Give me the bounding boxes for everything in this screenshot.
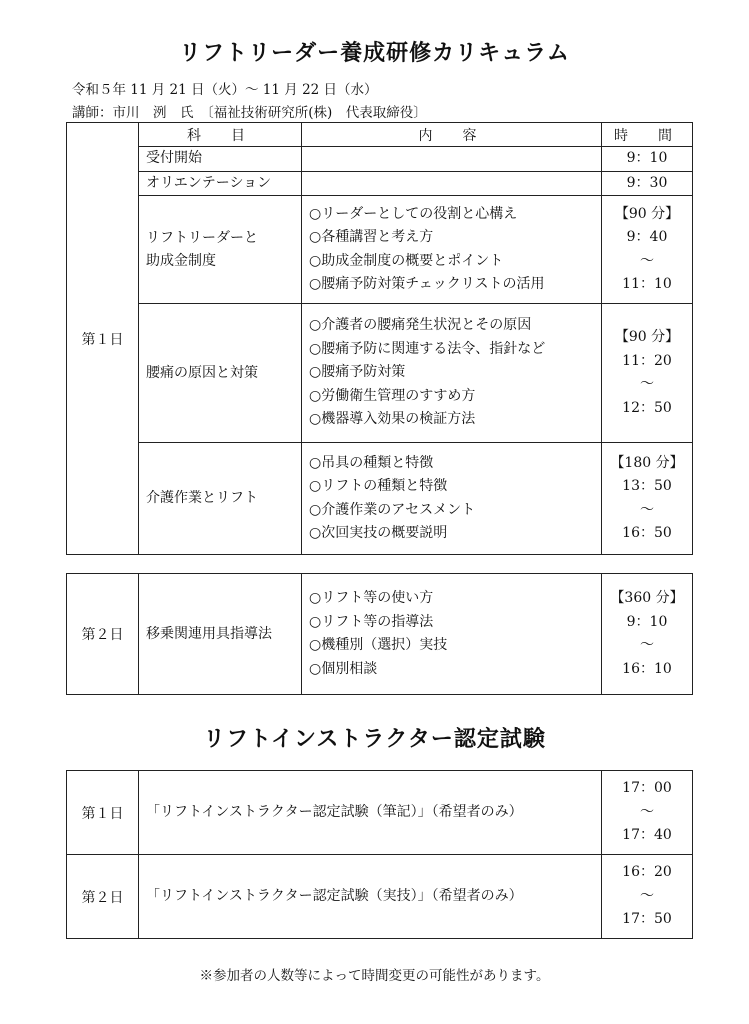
exam-description: 「リフトインストラクター認定試験（筆記）」（希望者のみ）	[139, 771, 602, 855]
subject-line: リフトリーダーと	[146, 229, 258, 246]
exam-day-label: 第２日	[67, 855, 139, 939]
subject-line: 介護作業とリフト	[146, 490, 258, 506]
end-time: 16：10	[622, 660, 672, 677]
table-row	[67, 574, 693, 695]
header-subject: 科 目	[139, 123, 302, 147]
header-content: 内 容	[302, 123, 602, 147]
content-item: ○助成金制度の概要とポイント	[309, 252, 504, 269]
table-row	[67, 196, 693, 304]
content-item: ○個別相談	[309, 660, 378, 677]
exam-day-label: 第１日	[67, 771, 139, 855]
exam-title: リフトインストラクター認定試験	[203, 727, 546, 752]
content-item: ○リーダーとしての役割と心構え	[309, 205, 518, 222]
table-row	[67, 443, 693, 555]
content-cell	[302, 304, 602, 443]
content-item: ○リフト等の使い方	[309, 590, 434, 606]
tilde: ～	[640, 501, 654, 518]
subject-line: 腰痛の原因と対策	[146, 364, 258, 381]
duration: 【180 分】	[610, 454, 684, 471]
day1-label: 第１日	[67, 123, 139, 555]
start-time: 9：40	[626, 229, 668, 245]
end-time: 17：40	[622, 827, 672, 844]
content-cell	[302, 147, 602, 172]
table-row	[67, 304, 693, 443]
content-item: ○次回実技の概要説明	[309, 525, 448, 541]
tilde: ～	[640, 252, 654, 269]
content-item: ○機種別（選択）実技	[309, 637, 448, 653]
start-time: 9：10	[626, 613, 668, 630]
end-time: 11：10	[622, 276, 672, 292]
duration: 【360 分】	[610, 590, 684, 606]
subject-cell: 移乗関連用具指導法	[139, 574, 302, 695]
end-time: 12：50	[622, 399, 672, 416]
date-line: 令和５年 11 月 21 日（火）～ 11 月 22 日（水）	[72, 82, 378, 98]
time-cell	[602, 443, 693, 555]
time-cell	[602, 771, 693, 855]
end-time: 16：50	[622, 525, 672, 541]
subject-cell	[139, 443, 302, 555]
table-header-row	[67, 123, 693, 147]
tilde: ～	[640, 803, 654, 820]
time-cell	[602, 855, 693, 939]
table-row	[67, 855, 693, 939]
time-cell: 9：10	[602, 147, 693, 172]
day2-table	[66, 573, 693, 695]
content-item: ○各種講習と考え方	[309, 229, 434, 245]
content-item: ○吊具の種類と特徴	[309, 454, 434, 471]
table-row	[67, 771, 693, 855]
content-item: ○介護者の腰痛発生状況とその原因	[309, 317, 532, 334]
tilde: ～	[640, 887, 654, 904]
content-item: ○労働衛生管理のすすめ方	[309, 387, 476, 404]
content-cell	[302, 443, 602, 555]
tilde: ～	[640, 637, 654, 653]
curriculum-title: リフトリーダー養成研修カリキュラム	[179, 41, 570, 66]
content-item: ○リフトの種類と特徴	[309, 478, 448, 494]
time-cell: 9：30	[602, 171, 693, 196]
table-row	[67, 147, 693, 172]
start-time: 13：50	[622, 478, 672, 494]
time-cell	[602, 196, 693, 304]
start-time: 17：00	[622, 780, 672, 797]
day1-table	[66, 122, 693, 555]
subject-cell	[139, 304, 302, 443]
time-cell	[602, 304, 693, 443]
time-cell	[602, 574, 693, 695]
duration: 【90 分】	[614, 205, 680, 222]
day2-label: 第２日	[67, 574, 139, 695]
exam-table	[66, 770, 693, 939]
content-item: ○腰痛予防対策チェックリストの活用	[309, 276, 545, 292]
content-item: ○介護作業のアセスメント	[309, 501, 476, 518]
duration: 【90 分】	[614, 329, 680, 345]
tilde: ～	[640, 376, 654, 392]
end-time: 17：50	[622, 911, 672, 928]
content-item: ○機器導入効果の検証方法	[309, 411, 476, 428]
content-cell	[302, 574, 602, 695]
content-item: ○腰痛予防対策	[309, 364, 406, 381]
instructor-line: 講師：市川 洌 氏 〔福祉技術研究所(株) 代表取締役〕	[72, 105, 427, 121]
start-time: 16：20	[622, 864, 672, 881]
subject-cell	[139, 196, 302, 304]
subject-cell: 受付開始	[139, 147, 302, 172]
exam-description: 「リフトインストラクター認定試験（実技）」（希望者のみ）	[139, 855, 602, 939]
content-cell	[302, 171, 602, 196]
footer-note: ※参加者の人数等によって時間変更の可能性があります。	[199, 968, 550, 984]
subject-line: 助成金制度	[146, 252, 216, 269]
subject-cell: オリエンテーション	[139, 171, 302, 196]
table-row	[67, 171, 693, 196]
header-time: 時 間	[602, 123, 693, 147]
content-item: ○リフト等の指導法	[309, 613, 434, 630]
content-cell	[302, 196, 602, 304]
start-time: 11：20	[622, 352, 672, 369]
content-item: ○腰痛予防に関連する法令、指針など	[309, 340, 546, 357]
